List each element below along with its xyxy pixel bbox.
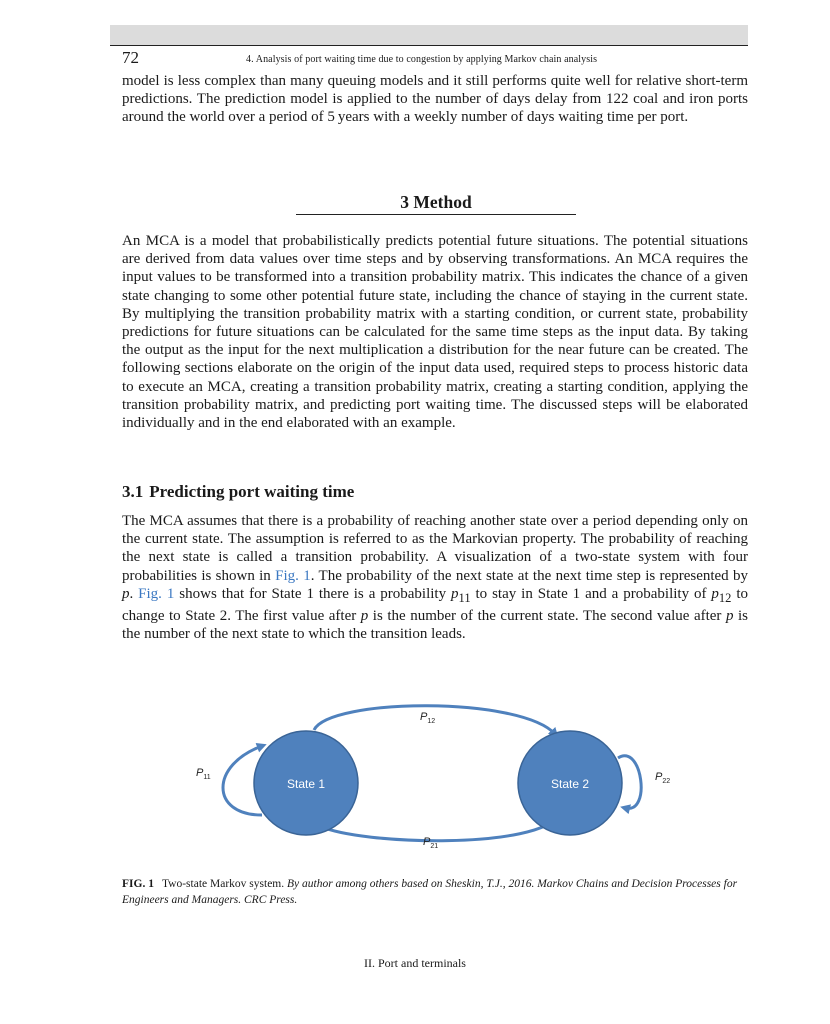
text-run: The MCA assumes that there is a probability of reaching another state over a period depending only on the current state. The assumption is referred to as the Markovian property. The probability of reaching the next state is called a transition probability. A visualization of a two-state system with four probabilities is shown in (122, 513, 748, 584)
p21-sub: 21 (430, 843, 439, 850)
intro-paragraph: model is less complex than many queuing models and it still performs quite well for relative short-term predictions. The prediction model is applied to the number of days delay from 122 coal and iron ports around the world over a period of 5 years with a weekly number of days waiting time per port. (122, 73, 748, 126)
subsection-number: 3.1 (122, 482, 144, 501)
state-2-label: State 2 (550, 777, 590, 791)
section-title-text: Method (413, 192, 472, 212)
running-header-band (110, 25, 748, 46)
p-symbol: p (725, 608, 734, 625)
p12-subscript: 12 (718, 590, 732, 605)
figure-label: FIG. 1 (122, 878, 154, 890)
section-title-rule (296, 214, 576, 215)
p-symbol: p (360, 608, 369, 625)
state-1-label: State 1 (286, 777, 326, 791)
text-run: . (129, 585, 139, 602)
text-run: is the number of the next state to which the transition leads. (122, 608, 748, 643)
p11-subscript: 11 (458, 590, 471, 605)
caption-text: Two-state Markov system. (161, 878, 285, 890)
page-footer: II. Port and terminals (364, 956, 466, 970)
p-symbol: p (122, 585, 130, 602)
predicting-paragraph (122, 512, 748, 643)
markov-diagram (180, 690, 700, 860)
method-paragraph: An MCA is a model that probabilistically predicts potential future situations. The potential situations are derived from data values over time steps and by observing transformations. An MCA requires the input values to be transformed into a transition probability matrix. This indicates the chance of a given state changing to some other potential future state, including the chance of staying in the current state. By multiplying the transition probability matrix with a starting condition, or current state, probability predictions for future situations can be calculated for the same time steps as the input data. By taking the output as the input for the next multiplication a distribution for the near future can be created. The following sections elaborate on the origin of the input data used, required steps to process historic data to execute an MCA, creating a transition probability matrix, creating a starting condition, applying the transition probability matrix, and predicting port waiting time. The discussed steps will be elaborated individually and in the end elaborated with an example. (122, 233, 748, 432)
p12-sub: 12 (427, 718, 436, 725)
p11-sub: 11 (203, 774, 211, 781)
text-run: is the number of the current state. The second value after (368, 608, 726, 625)
p12-label (420, 711, 435, 725)
text-run: shows that for State 1 there is a probability (174, 585, 452, 602)
p22-sub: 22 (662, 778, 671, 785)
fig1-link[interactable]: Fig. 1 (275, 567, 311, 584)
figure-caption (122, 876, 748, 908)
running-head: 4. Analysis of port waiting time due to congestion by applying Markov chain analysis (246, 54, 598, 65)
caption-attribution: By author among others based on Sheskin, T.J., 2016. Markov Chains and Decision Processes for Engineers and Managers. CRC Press. (122, 878, 738, 906)
p22-base: P (655, 771, 663, 783)
section-title (296, 192, 576, 213)
p11-symbol: p (451, 585, 459, 602)
p12-base: P (420, 711, 428, 723)
text-run: to stay in State 1 and a probability of (470, 585, 712, 602)
p21-base: P (423, 836, 431, 848)
p21-label (423, 836, 438, 850)
p22-label (655, 771, 670, 785)
p12-symbol: p (711, 585, 719, 602)
text-run: to change to State 2. The first value after (122, 585, 749, 625)
fig1-link[interactable]: Fig. 1 (138, 585, 175, 602)
p11-base: P (196, 767, 204, 779)
section-number: 3 (400, 192, 410, 212)
subsection-title-text: Predicting port waiting time (149, 482, 355, 501)
transition-arrow-p21 (320, 814, 560, 841)
page-number: 72 (122, 48, 139, 67)
subsection-title (122, 482, 360, 502)
text-run: . The probability of the next state at the next time step is represented by (310, 567, 749, 584)
p11-label (196, 767, 211, 781)
